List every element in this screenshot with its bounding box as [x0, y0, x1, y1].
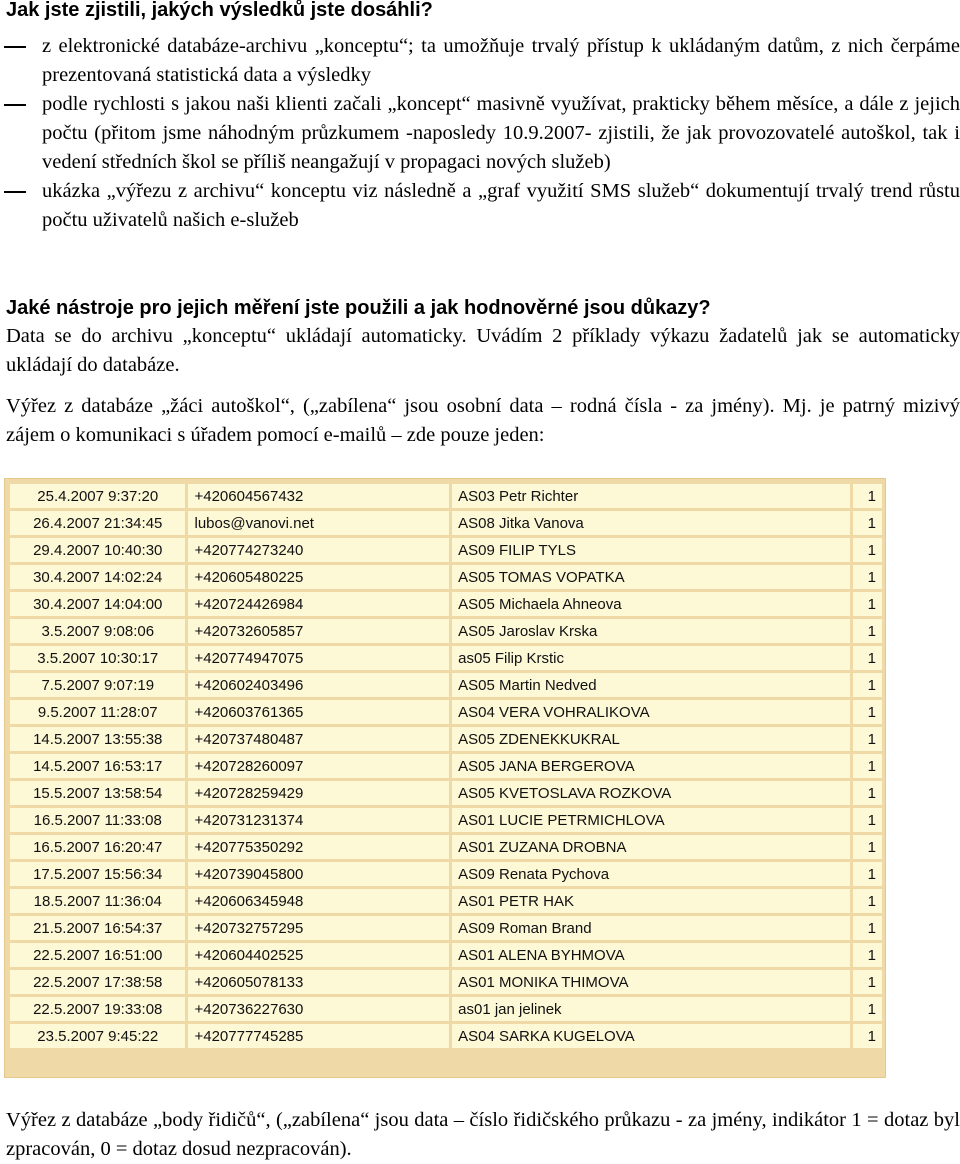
date-cell: 18.5.2007 11:36:04	[10, 889, 185, 913]
table-row	[10, 484, 882, 508]
contact-cell: +420604567432	[188, 484, 449, 508]
date-cell: 3.5.2007 10:30:17	[10, 646, 185, 670]
indicator-cell: 1	[853, 970, 882, 994]
contact-cell: +420775350292	[188, 835, 449, 859]
date-cell: 16.5.2007 16:20:47	[10, 835, 185, 859]
date-cell: 21.5.2007 16:54:37	[10, 916, 185, 940]
indicator-cell: 1	[853, 781, 882, 805]
contact-cell: +420774947075	[188, 646, 449, 670]
indicator-cell: 1	[853, 700, 882, 724]
date-cell: 17.5.2007 15:56:34	[10, 862, 185, 886]
date-cell: 14.5.2007 13:55:38	[10, 727, 185, 751]
contact-cell: +420605480225	[188, 565, 449, 589]
contact-cell: +420736227630	[188, 997, 449, 1021]
student-cell: AS09 Renata Pychova	[452, 862, 850, 886]
student-cell: AS04 SARKA KUGELOVA	[452, 1024, 850, 1048]
bullet-text: z elektronické databáze-archivu „konceptu“; ta umožňuje trvalý přístup k ukládaným datům, z nich čerpáme prezentovaná statistická data a výsledky	[42, 35, 960, 86]
table-row	[10, 673, 882, 697]
indicator-cell: 1	[853, 997, 882, 1021]
dash-icon	[4, 46, 26, 48]
student-cell: AS05 KVETOSLAVA ROZKOVA	[452, 781, 850, 805]
date-cell: 22.5.2007 17:38:58	[10, 970, 185, 994]
student-cell: AS04 VERA VOHRALIKOVA	[452, 700, 850, 724]
student-cell: AS08 Jitka Vanova	[452, 511, 850, 535]
student-cell: AS05 Michaela Ahneova	[452, 592, 850, 616]
student-cell: AS01 MONIKA THIMOVA	[452, 970, 850, 994]
date-cell: 3.5.2007 9:08:06	[10, 619, 185, 643]
table-row	[10, 997, 882, 1021]
dash-icon	[4, 104, 26, 106]
student-cell: AS05 JANA BERGEROVA	[452, 754, 850, 778]
bullet-item	[0, 90, 960, 177]
table-row	[10, 835, 882, 859]
student-cell: AS09 FILIP TYLS	[452, 538, 850, 562]
table-row	[10, 619, 882, 643]
table-row	[10, 646, 882, 670]
paragraph-archive: Data se do archivu „konceptu“ ukládají automaticky. Uvádím 2 příklady výkazu žadatelů jak se automaticky ukládají do databáze.	[6, 325, 960, 376]
table-row	[10, 970, 882, 994]
bullet-item	[0, 177, 960, 235]
bullet-item	[0, 32, 960, 90]
table-row	[10, 943, 882, 967]
indicator-cell: 1	[853, 646, 882, 670]
table-row	[10, 727, 882, 751]
database-table	[7, 481, 885, 1051]
indicator-cell: 1	[853, 538, 882, 562]
student-cell: as05 Filip Krstic	[452, 646, 850, 670]
indicator-cell: 1	[853, 808, 882, 832]
student-cell: AS01 LUCIE PETRMICHLOVA	[452, 808, 850, 832]
table-row	[10, 511, 882, 535]
student-cell: AS03 Petr Richter	[452, 484, 850, 508]
indicator-cell: 1	[853, 592, 882, 616]
student-cell: AS01 ALENA BYHMOVA	[452, 943, 850, 967]
indicator-cell: 1	[853, 862, 882, 886]
indicator-cell: 1	[853, 1024, 882, 1048]
date-cell: 22.5.2007 19:33:08	[10, 997, 185, 1021]
contact-cell: +420737480487	[188, 727, 449, 751]
date-cell: 26.4.2007 21:34:45	[10, 511, 185, 535]
date-cell: 25.4.2007 9:37:20	[10, 484, 185, 508]
table-row	[10, 781, 882, 805]
paragraph-students-excerpt: Výřez z databáze „žáci autoškol“, („zabílena“ jsou osobní data – rodná čísla - za jmény). Mj. je patrný mizivý zájem o komunikaci s úřadem pomocí e-mailů – zde pouze jeden:	[6, 395, 960, 446]
contact-cell: +420603761365	[188, 700, 449, 724]
table-row	[10, 862, 882, 886]
student-cell: as01 jan jelinek	[452, 997, 850, 1021]
date-cell: 30.4.2007 14:04:00	[10, 592, 185, 616]
section-heading-results: Jak jste zjistili, jakých výsledků jste dosáhli?	[6, 0, 433, 21]
contact-cell: +420774273240	[188, 538, 449, 562]
indicator-cell: 1	[853, 511, 882, 535]
contact-cell: +420732605857	[188, 619, 449, 643]
contact-cell: +420604402525	[188, 943, 449, 967]
bullet-text: ukázka „výřezu z archivu“ konceptu viz následně a „graf využití SMS služeb“ dokumentují trvalý trend růstu počtu uživatelů našich e-služeb	[42, 180, 960, 231]
bullet-list	[0, 32, 960, 235]
indicator-cell: 1	[853, 565, 882, 589]
indicator-cell: 1	[853, 889, 882, 913]
table-row	[10, 889, 882, 913]
date-cell: 30.4.2007 14:02:24	[10, 565, 185, 589]
table-row	[10, 916, 882, 940]
indicator-cell: 1	[853, 835, 882, 859]
table-row	[10, 700, 882, 724]
student-cell: AS05 Martin Nedved	[452, 673, 850, 697]
indicator-cell: 1	[853, 727, 882, 751]
contact-cell: +420602403496	[188, 673, 449, 697]
contact-cell: +420739045800	[188, 862, 449, 886]
date-cell: 14.5.2007 16:53:17	[10, 754, 185, 778]
indicator-cell: 1	[853, 673, 882, 697]
bullet-text: podle rychlosti s jakou naši klienti začali „koncept“ masivně využívat, prakticky během měsíce, a dále z jejich počtu (přitom jsme náhodným průzkumem -naposledy 10.9.2007- zjistili, že jak provozovatelé autoškol, tak i vedení středních škol se příliš neangažují v propagaci nových služeb)	[42, 93, 960, 173]
contact-cell: +420777745285	[188, 1024, 449, 1048]
contact-cell: +420606345948	[188, 889, 449, 913]
table-row	[10, 565, 882, 589]
indicator-cell: 1	[853, 943, 882, 967]
student-cell: AS05 Jaroslav Krska	[452, 619, 850, 643]
table-row	[10, 538, 882, 562]
date-cell: 29.4.2007 10:40:30	[10, 538, 185, 562]
table-row	[10, 592, 882, 616]
contact-cell: lubos@vanovi.net	[188, 511, 449, 535]
table-row	[10, 808, 882, 832]
student-cell: AS01 ZUZANA DROBNA	[452, 835, 850, 859]
date-cell: 22.5.2007 16:51:00	[10, 943, 185, 967]
date-cell: 9.5.2007 11:28:07	[10, 700, 185, 724]
student-cell: AS01 PETR HAK	[452, 889, 850, 913]
student-cell: AS05 TOMAS VOPATKA	[452, 565, 850, 589]
indicator-cell: 1	[853, 484, 882, 508]
contact-cell: +420724426984	[188, 592, 449, 616]
section-heading-tools: Jaké nástroje pro jejich měření jste použili a jak hodnověrné jsou důkazy?	[6, 297, 711, 319]
table-row	[10, 1024, 882, 1048]
contact-cell: +420728259429	[188, 781, 449, 805]
student-cell: AS09 Roman Brand	[452, 916, 850, 940]
student-cell: AS05 ZDENEKKUKRAL	[452, 727, 850, 751]
date-cell: 15.5.2007 13:58:54	[10, 781, 185, 805]
contact-cell: +420732757295	[188, 916, 449, 940]
table-row	[10, 754, 882, 778]
contact-cell: +420728260097	[188, 754, 449, 778]
date-cell: 7.5.2007 9:07:19	[10, 673, 185, 697]
date-cell: 23.5.2007 9:45:22	[10, 1024, 185, 1048]
date-cell: 16.5.2007 11:33:08	[10, 808, 185, 832]
contact-cell: +420605078133	[188, 970, 449, 994]
indicator-cell: 1	[853, 754, 882, 778]
indicator-cell: 1	[853, 619, 882, 643]
database-excerpt-image	[4, 478, 886, 1078]
dash-icon	[4, 191, 26, 193]
paragraph-drivers-excerpt: Výřez z databáze „body řidičů“, („zabílena“ jsou data – číslo řidičského průkazu - za jmény, indikátor 1 = dotaz byl zpracován, 0 = dotaz dosud nezpracován).	[6, 1109, 960, 1160]
indicator-cell: 1	[853, 916, 882, 940]
contact-cell: +420731231374	[188, 808, 449, 832]
